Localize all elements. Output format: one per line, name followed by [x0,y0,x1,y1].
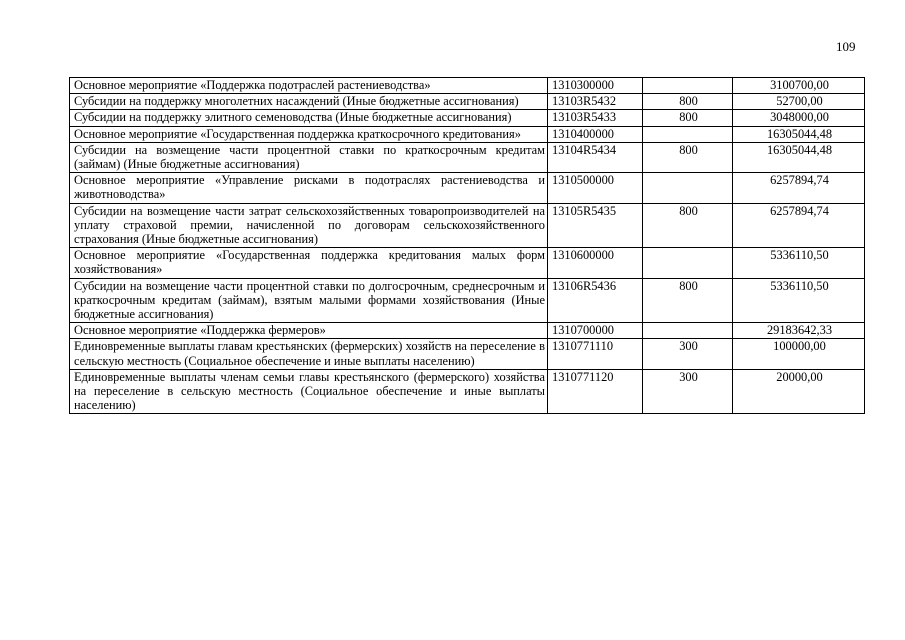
row-amount-cell: 100000,00 [733,339,865,369]
row-code-cell: 1310700000 [548,323,643,339]
table-row [70,248,865,278]
row-type-cell [643,126,733,142]
row-type-cell [643,248,733,278]
table-row [70,126,865,142]
row-code-cell: 1310600000 [548,248,643,278]
row-code-cell: 1310771120 [548,369,643,414]
row-amount-cell: 5336110,50 [733,248,865,278]
row-amount-cell: 6257894,74 [733,203,865,248]
row-name-cell: Основное мероприятие «Поддержка фермеров» [70,323,548,339]
row-code-cell: 1310300000 [548,78,643,94]
row-amount-cell: 16305044,48 [733,126,865,142]
row-amount-cell: 3100700,00 [733,78,865,94]
table-row [70,339,865,369]
row-amount-cell: 3048000,00 [733,110,865,126]
table-row [70,278,865,323]
table-row [70,203,865,248]
table-row [70,173,865,203]
row-name-cell: Субсидии на поддержку многолетних насаждений (Иные бюджетные ассигнования) [70,94,548,110]
table-row [70,323,865,339]
row-code-cell: 13106R5436 [548,278,643,323]
row-amount-cell: 5336110,50 [733,278,865,323]
budget-table [69,77,865,414]
row-type-cell: 800 [643,94,733,110]
row-code-cell: 13103R5432 [548,94,643,110]
row-name-cell: Основное мероприятие «Управление рисками в подотраслях растениеводства и животноводства» [70,173,548,203]
row-amount-cell: 20000,00 [733,369,865,414]
row-code-cell: 13103R5433 [548,110,643,126]
row-type-cell: 800 [643,142,733,172]
row-type-cell: 800 [643,203,733,248]
row-code-cell: 1310400000 [548,126,643,142]
row-name-cell: Единовременные выплаты членам семьи главы крестьянского (фермерского) хозяйства на переселение в сельскую местность (Социальное обеспечение и иные выплаты населению) [70,369,548,414]
row-type-cell: 800 [643,278,733,323]
row-name-cell: Субсидии на возмещение части процентной ставки по долгосрочным, среднесрочным и краткосрочным кредитам (займам), взятым малыми формами хозяйствования (Иные бюджетные ассигнования) [70,278,548,323]
row-type-cell [643,78,733,94]
row-code-cell: 13105R5435 [548,203,643,248]
row-type-cell [643,173,733,203]
table-row [70,142,865,172]
row-code-cell: 13104R5434 [548,142,643,172]
page-number: 109 [836,39,856,54]
table-row [70,110,865,126]
row-type-cell: 300 [643,369,733,414]
row-name-cell: Субсидии на поддержку элитного семеноводства (Иные бюджетные ассигнования) [70,110,548,126]
row-amount-cell: 16305044,48 [733,142,865,172]
budget-table-body [70,78,865,414]
row-amount-cell: 6257894,74 [733,173,865,203]
table-row [70,78,865,94]
row-name-cell: Основное мероприятие «Государственная поддержка краткосрочного кредитования» [70,126,548,142]
row-name-cell: Единовременные выплаты главам крестьянских (фермерских) хозяйств на переселение в сельскую местность (Социальное обеспечение и иные выплаты населению) [70,339,548,369]
table-row [70,369,865,414]
row-code-cell: 1310771110 [548,339,643,369]
row-name-cell: Основное мероприятие «Поддержка подотраслей растениеводства» [70,78,548,94]
row-type-cell [643,323,733,339]
row-name-cell: Основное мероприятие «Государственная поддержка кредитования малых форм хозяйствования» [70,248,548,278]
row-amount-cell: 29183642,33 [733,323,865,339]
row-amount-cell: 52700,00 [733,94,865,110]
row-code-cell: 1310500000 [548,173,643,203]
row-type-cell: 300 [643,339,733,369]
row-name-cell: Субсидии на возмещение части процентной ставки по краткосрочным кредитам (займам) (Иные бюджетные ассигнования) [70,142,548,172]
row-name-cell: Субсидии на возмещение части затрат сельскохозяйственных товаропроизводителей на уплату страховой премии, начисленной по договорам сельскохозяйственного страхования (Иные бюджетные ассигнования) [70,203,548,248]
row-type-cell: 800 [643,110,733,126]
table-row [70,94,865,110]
